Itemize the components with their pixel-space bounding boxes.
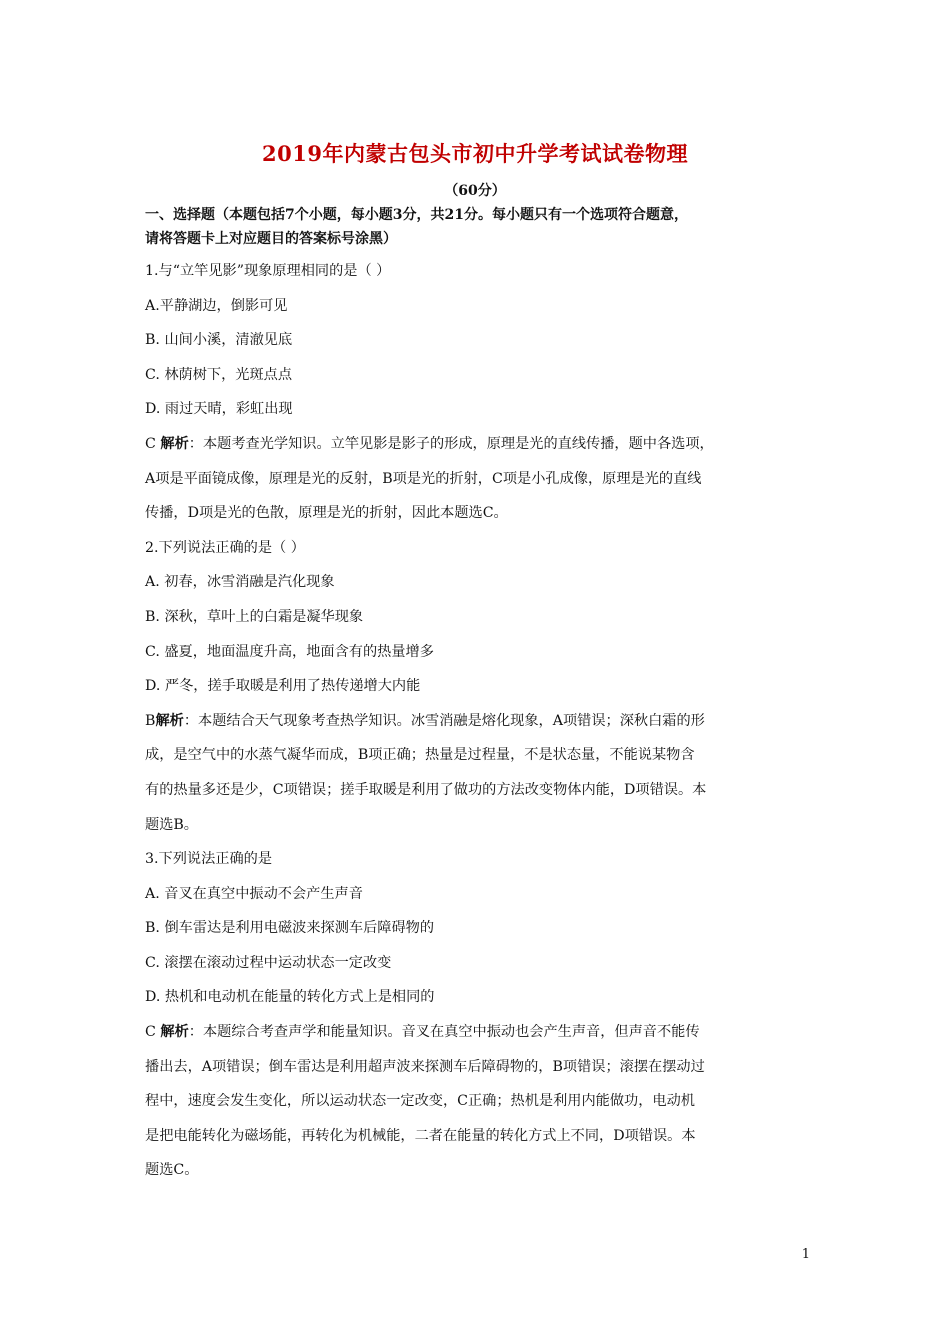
explanation-text: ：本题综合考查声学和能量知识。音叉在真空中振动也会产生声音，但声音不能传 bbox=[188, 1024, 700, 1041]
explanation-text: ：本题结合天气现象考查热学知识。冰雪消融是熔化现象，A项错误；深秋白霜的形 bbox=[183, 712, 705, 729]
question-stem: 1.与“立竿见影”现象原理相同的是（ ） bbox=[145, 263, 391, 279]
answer-label: 解析 bbox=[155, 712, 184, 729]
option-b: B. 倒车雷达是利用电磁波来探测车后障碍物的 bbox=[145, 920, 435, 937]
answer-explanation bbox=[145, 1015, 810, 1050]
option-a: A. 初春，冰雪消融是汽化现象 bbox=[145, 574, 335, 591]
explanation-text: ：本题考查光学知识。立竿见影是影子的形成，原理是光的直线传播，题中各选项， bbox=[188, 435, 714, 452]
answer-explanation bbox=[145, 704, 810, 739]
answer-explanation bbox=[145, 427, 810, 462]
answer-letter: C bbox=[145, 435, 161, 452]
explanation-line: 传播，D项是光的色散，原理是光的折射，因此本题选C。 bbox=[145, 505, 508, 522]
question-stem: 3.下列说法正确的是 bbox=[145, 851, 273, 868]
explanation-line: 成，是空气中的水蒸气凝华而成，B项正确；热量是过程量，不是状态量，不能说某物含 bbox=[145, 747, 695, 764]
question-list bbox=[145, 254, 810, 1188]
explanation-line: 播出去，A项错误；倒车雷达是利用超声波来探测车后障碍物的，B项错误；滚摆在摆动过 bbox=[145, 1058, 705, 1075]
explanation-line: 有的热量多还是少，C项错误；搓手取暖是利用了做功的方法改变物体内能，D项错误。本 bbox=[145, 781, 707, 798]
option-a: A.平静湖边，倒影可见 bbox=[145, 297, 288, 314]
option-d: D. 热机和电动机在能量的转化方式上是相同的 bbox=[145, 989, 435, 1006]
question-3 bbox=[145, 842, 810, 1188]
explanation-line: A项是平面镜成像，原理是光的反射，B项是光的折射，C项是小孔成像，原理是光的直线 bbox=[145, 470, 702, 487]
answer-letter: B bbox=[145, 712, 156, 729]
section-heading-line: 请将答题卡上对应题目的答案标号涂黑） bbox=[145, 231, 397, 247]
question-2 bbox=[145, 531, 810, 842]
section-heading bbox=[145, 203, 810, 251]
page-title: 2019年内蒙古包头市初中升学考试试卷物理 bbox=[262, 141, 688, 166]
question-stem: 2.下列说法正确的是（ ） bbox=[145, 539, 305, 556]
answer-label: 解析 bbox=[160, 1024, 189, 1041]
answer-letter: C bbox=[145, 1024, 161, 1041]
option-c: C. 滚摆在滚动过程中运动状态一定改变 bbox=[145, 954, 392, 971]
score-note: （60分） bbox=[444, 183, 506, 199]
option-d: D. 严冬，搓手取暖是利用了热传递增大内能 bbox=[145, 678, 421, 695]
section-heading-line: 一、选择题（本题包括7个小题，每小题3分，共21分。每小题只有一个选项符合题意， bbox=[145, 207, 688, 223]
option-b: B. 山间小溪，清澈见底 bbox=[145, 332, 293, 349]
answer-label: 解析 bbox=[160, 435, 189, 452]
page-number: 1 bbox=[801, 1247, 810, 1262]
explanation-line: 是把电能转化为磁场能，再转化为机械能，二者在能量的转化方式上不同，D项错误。本 bbox=[145, 1127, 696, 1144]
explanation-line: 题选B。 bbox=[145, 816, 198, 833]
option-b: B. 深秋，草叶上的白霜是凝华现象 bbox=[145, 608, 364, 625]
option-a: A. 音叉在真空中振动不会产生声音 bbox=[145, 885, 363, 902]
option-c: C. 盛夏，地面温度升高，地面含有的热量增多 bbox=[145, 643, 434, 660]
explanation-line: 题选C。 bbox=[145, 1162, 199, 1179]
option-c: C. 林荫树下，光斑点点 bbox=[145, 366, 293, 383]
question-1 bbox=[145, 254, 810, 531]
explanation-line: 程中，速度会发生变化，所以运动状态一定改变，C正确；热机是利用内能做功，电动机 bbox=[145, 1093, 695, 1110]
option-d: D. 雨过天晴，彩虹出现 bbox=[145, 401, 293, 418]
